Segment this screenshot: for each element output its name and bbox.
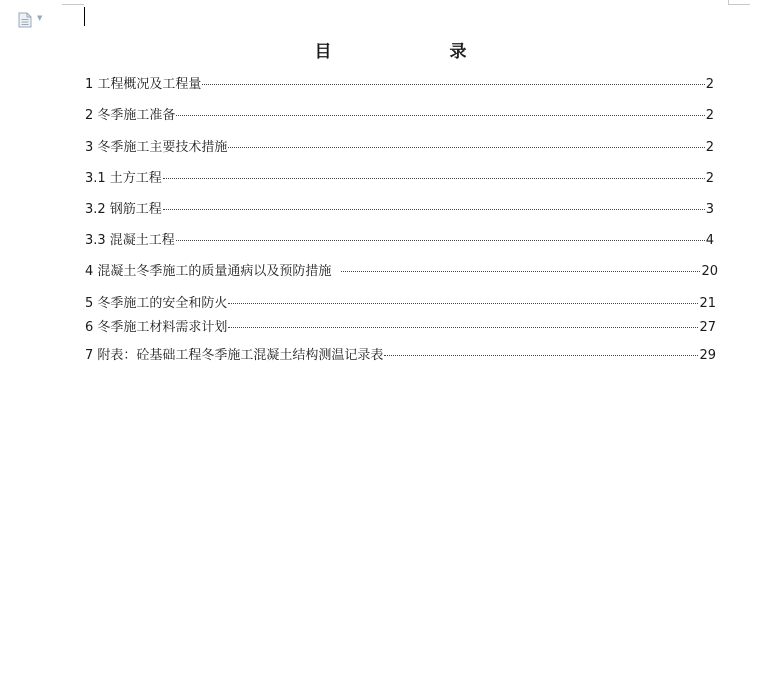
- dropdown-arrow-icon: ▼: [37, 14, 43, 22]
- toc-entry-page: 2: [705, 171, 714, 186]
- toc-dot-leader: [384, 355, 698, 356]
- toc-dot-leader: [163, 209, 705, 210]
- toc-entry[interactable]: [85, 140, 714, 156]
- toc-entry[interactable]: [85, 296, 716, 312]
- toc-entry-page: 2: [705, 77, 714, 92]
- toc-dot-leader: [176, 240, 705, 241]
- toc-entry-text: 3.3 混凝土工程: [85, 233, 175, 248]
- toc-entry-page: 20: [701, 264, 718, 279]
- toc-entry-text: 5 冬季施工的安全和防火: [85, 296, 228, 311]
- toc-dot-leader: [341, 271, 701, 272]
- toc-entry-page: 4: [705, 233, 714, 248]
- document-icon: [18, 12, 32, 28]
- toc-entry[interactable]: [85, 202, 714, 218]
- toc-entry-page: 29: [699, 348, 716, 363]
- toc-dot-leader: [163, 178, 705, 179]
- toc-entry-text: 7 附表：砼基础工程冬季施工混凝土结构测温记录表: [85, 348, 384, 363]
- page-margin-marker-right-vertical: [728, 0, 729, 5]
- toc-entry[interactable]: [85, 320, 716, 336]
- page-margin-marker-left: [62, 4, 84, 5]
- toc-dot-leader: [202, 84, 704, 85]
- toc-entry-text: 6 冬季施工材料需求计划: [85, 320, 228, 335]
- toc-dot-leader: [228, 327, 698, 328]
- toc-entry-text: 2 冬季施工准备: [85, 108, 176, 123]
- toc-entry[interactable]: [85, 108, 714, 124]
- toc-entry-text: 4 混凝土冬季施工的质量通病以及预防措施: [85, 264, 340, 279]
- toc-entry[interactable]: [85, 233, 714, 249]
- toc-entry-page: 3: [705, 202, 714, 217]
- toc-entry[interactable]: [85, 348, 716, 364]
- toc-dot-leader: [176, 115, 704, 116]
- text-cursor: [84, 7, 85, 26]
- toc-dot-leader: [228, 303, 698, 304]
- toc-entry[interactable]: [85, 264, 718, 280]
- toc-entry-page: 2: [705, 140, 714, 155]
- toc-title: 目 录: [314, 42, 523, 62]
- toc-dot-leader: [228, 147, 704, 148]
- toc-entry-page: 27: [699, 320, 716, 335]
- toc-entry-text: 1 工程概况及工程量: [85, 77, 202, 92]
- toc-entry-text: 3.1 土方工程: [85, 171, 162, 186]
- toc-entry-text: 3 冬季施工主要技术措施: [85, 140, 228, 155]
- toc-entry[interactable]: [85, 77, 714, 93]
- toc-entry-page: 21: [699, 296, 716, 311]
- page-margin-marker-right: [728, 4, 750, 5]
- toc-entry-page: 2: [705, 108, 714, 123]
- toc-entry-text: 3.2 钢筋工程: [85, 202, 162, 217]
- toc-entry[interactable]: [85, 171, 714, 187]
